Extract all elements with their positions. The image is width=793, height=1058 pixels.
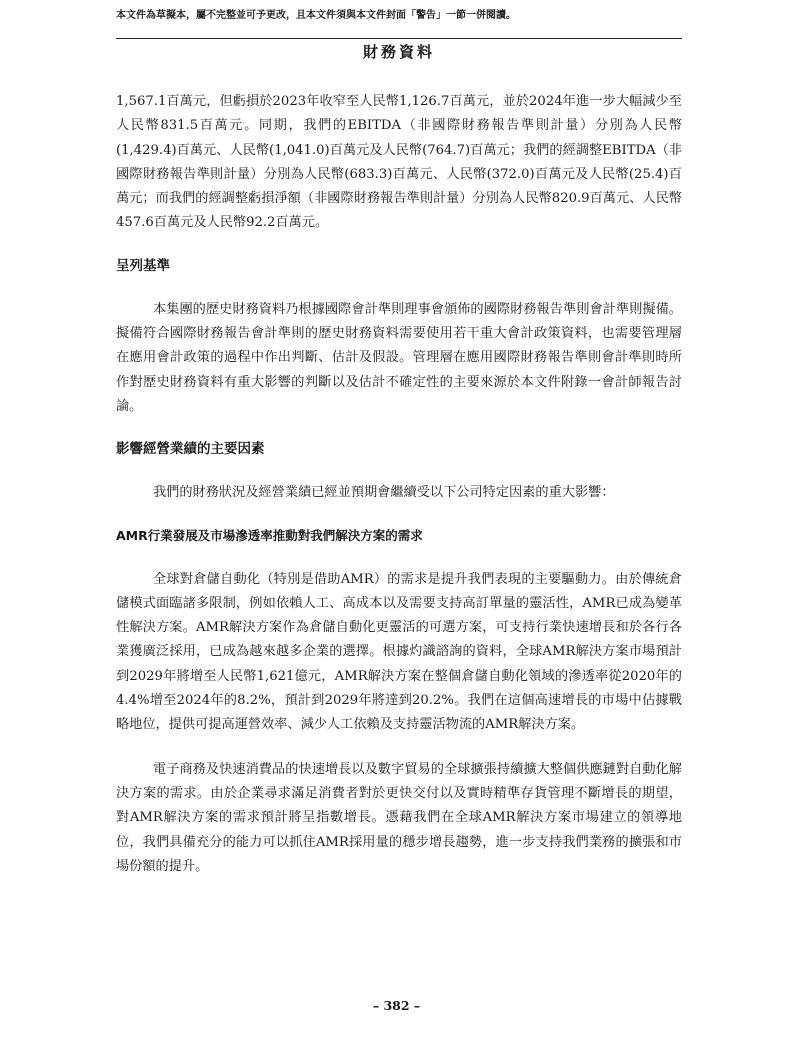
header-divider (116, 38, 682, 39)
factors-intro: 我們的財務狀況及經營業績已經並預期會繼續受以下公司特定因素的重大影響： (153, 485, 615, 501)
amr-paragraph-2: 電子商務及快速消費品的快速增長以及數字貿易的全球擴張持續擴大整個供應鏈對自動化解決方案的需求。由於企業尋求滿足消費者對於更快交付以及實時精準存貨管理不斷增長的期望，對AMR解決方案的需求預計將呈指數增長。憑藉我們在全球AMR解決方案市場建立的領導地位，我們具備充分的能力可以抓住AMR採用量的穩步增長趨勢，進一步支持我們業務的擴張和市場份額的提升。 (116, 761, 682, 874)
draft-notice: 本文件為草擬本，屬不完整並可予更改，且本文件須與本文件封面「警告」一節一併閱讀。 (116, 10, 516, 21)
basis-paragraph: 本集團的歷史財務資料乃根據國際會計準則理事會頒佈的國際財務報告準則會計準則擬備。擬備符合國際財務報告會計準則的歷史財務資料需要使用若干重大會計政策資料，也需要管理層在應用會計政策的過程中作出判斷、估計及假設。管理層在應用國際財務報告準則會計準則時所作對歷史財務資料有重大影響的判斷以及估計不確定性的主要來源於本文件附錄一會計師報告討論。 (116, 301, 682, 414)
factors-heading: 影響經營業績的主要因素 (116, 441, 265, 458)
section-title: 財務資料 (362, 43, 435, 61)
main-content (116, 90, 682, 879)
amr-subheading: AMR行業發展及市場滲透率推動對我們解決方案的需求 (116, 527, 423, 543)
basis-heading: 呈列基準 (116, 257, 170, 274)
page-number: – 382 – (372, 998, 421, 1013)
amr-paragraph-1: 全球對倉儲自動化（特別是借助AMR）的需求是提升我們表現的主要驅動力。由於傳統倉儲模式面臨諸多限制，例如依賴人工、高成本以及需要支持高訂單量的靈活性，AMR已成為變革性解決方案。AMR解決方案作為倉儲自動化更靈活的可選方案，可支持行業快速增長和於各行各業獲廣泛採用，已成為越來越多企業的選擇。根據灼識諮詢的資料，全球AMR解決方案市場預計到2029年將增至人民幣1,621億元，AMR解決方案在整個倉儲自動化領域的滲透率從2020年的4.4%增至2024年的8.2%，預計到2029年將達到20.2%。我們在這個高速增長的市場中佔據戰略地位，提供可提高運營效率、減少人工依賴及支持靈活物流的AMR解決方案。 (116, 571, 682, 733)
intro-paragraph: 1,567.1百萬元，但虧損於2023年收窄至人民幣1,126.7百萬元，並於2024年進一步大幅減少至人民幣831.5百萬元。同期，我們的EBITDA（非國際財務報告準則計量）分別為人民幣(1,429.4)百萬元、人民幣(1,041.0)百萬元及人民幣(764.7)百萬元；我們的經調整EBITDA（非國際財務報告準則計量）分別為人民幣(683.3)百萬元、人民幣(372.0)百萬元及人民幣(25.4)百萬元；而我們的經調整虧損淨額（非國際財務報告準則計量）分別為人民幣820.9百萬元、人民幣457.6百萬元及人民幣92.2百萬元。 (116, 94, 682, 231)
